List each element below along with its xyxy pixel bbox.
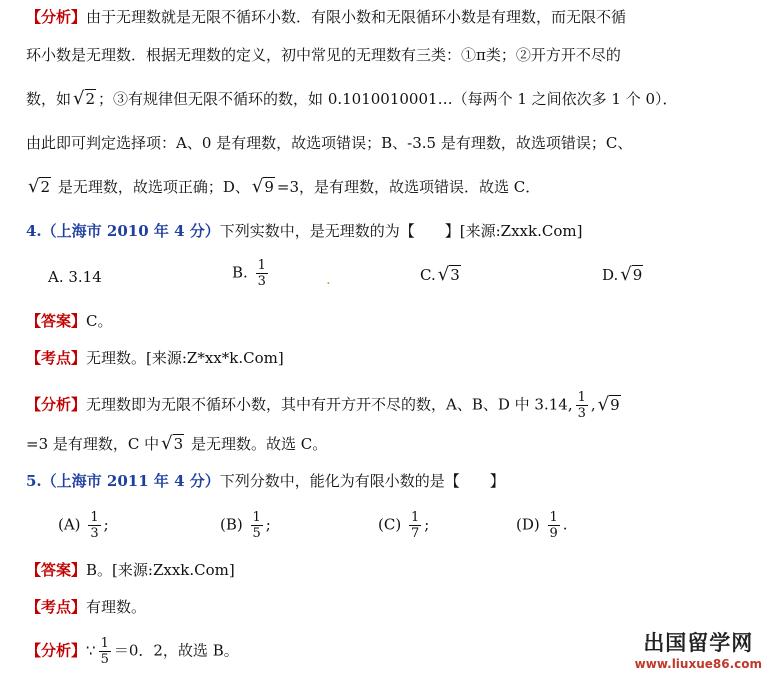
analysis-tag: 【分析】 bbox=[26, 8, 87, 26]
q4-answer bbox=[26, 310, 113, 332]
sqrt-expression bbox=[161, 433, 184, 455]
analysis-text: 无理数即为无限不循环小数，其中有开方开不尽的数，A、B、D 中 3.14, bbox=[86, 395, 573, 414]
question-5-heading bbox=[26, 470, 505, 492]
sqrt-expression bbox=[252, 176, 275, 198]
option-label: C. bbox=[420, 266, 436, 284]
analysis-text: 是无理数。故选 C。 bbox=[190, 435, 328, 453]
q4-analysis-line-2 bbox=[26, 433, 327, 455]
question-text: 下列实数中，是无理数的为【 】[来源:Zxxk.Com] bbox=[219, 222, 583, 240]
sqrt-argument: 3 bbox=[450, 266, 460, 284]
watermark-url: www.liuxue86.com bbox=[634, 657, 762, 671]
option-label: (A) bbox=[58, 515, 81, 534]
sqrt-argument: 9 bbox=[610, 395, 620, 414]
denominator: 3 bbox=[577, 406, 586, 421]
option-label: B. bbox=[232, 263, 248, 282]
fraction bbox=[548, 510, 560, 541]
sqrt-expression bbox=[438, 264, 461, 285]
watermark-title: 出国留学网 bbox=[643, 631, 754, 655]
option-label: D. bbox=[602, 266, 619, 284]
fraction bbox=[99, 636, 111, 667]
analysis-text: 数，如 bbox=[26, 90, 72, 108]
question-number: 5.（上海市 2011 年 4 分） bbox=[26, 472, 220, 490]
q4-option-a bbox=[48, 268, 102, 286]
sqrt-expression bbox=[28, 176, 51, 198]
option-label: (C) bbox=[378, 515, 402, 534]
q4-analysis-line-1 bbox=[26, 390, 623, 421]
option-label: A. 3.14 bbox=[48, 268, 102, 286]
sqrt-expression bbox=[620, 264, 643, 285]
answer-tag: 【答案】 bbox=[26, 312, 87, 330]
q4-option-b bbox=[232, 258, 271, 289]
analysis-line-3 bbox=[26, 88, 678, 110]
analysis-line-4 bbox=[26, 132, 632, 154]
analysis-text: 由于无理数就是无限不循环小数．有限小数和无限循环小数是有理数，而无限不循 bbox=[86, 8, 627, 26]
question-text: 下列分数中，能化为有限小数的是【 】 bbox=[219, 472, 505, 490]
radical-sign-icon: √ bbox=[597, 393, 610, 415]
analysis-line-5 bbox=[26, 176, 540, 198]
radical-sign-icon: √ bbox=[161, 433, 173, 454]
q5-option-d bbox=[516, 510, 568, 541]
analysis-text: =3 是有理数，C 中 bbox=[26, 435, 160, 453]
sqrt-argument: 3 bbox=[173, 435, 184, 453]
denominator: 5 bbox=[100, 652, 109, 667]
answer-tag: 【答案】 bbox=[26, 561, 87, 579]
q4-option-c bbox=[420, 264, 463, 285]
radical-sign-icon: √ bbox=[437, 264, 450, 285]
stray-dot: . bbox=[326, 270, 331, 288]
q5-option-a bbox=[58, 510, 109, 541]
analysis-text: 是无理数，故选项正确；D、 bbox=[57, 178, 250, 196]
analysis-line-1 bbox=[26, 6, 626, 28]
answer-text: B。[来源:Zxxk.Com] bbox=[86, 561, 235, 579]
q5-point bbox=[26, 596, 146, 618]
separator: ; bbox=[265, 515, 271, 534]
fraction bbox=[88, 510, 100, 541]
radical-sign-icon: √ bbox=[28, 176, 40, 197]
sqrt-argument: 2 bbox=[85, 90, 96, 108]
analysis-line-2 bbox=[26, 44, 621, 66]
analysis-text: 由此即可判定选择项：A、0 是有理数，故选项错误；B、-3.5 是有理数，故选项错误；C、 bbox=[26, 134, 633, 152]
q5-option-c bbox=[378, 510, 429, 541]
option-label: (B) bbox=[220, 515, 243, 534]
fraction bbox=[409, 510, 421, 541]
radical-sign-icon: √ bbox=[73, 88, 85, 109]
question-number: 4.（上海市 2010 年 4 分） bbox=[26, 222, 220, 240]
q5-option-b bbox=[220, 510, 271, 541]
analysis-text: 环小数是无理数．根据无理数的定义，初中常见的无理数有三类：①π类；②开方开不尽的 bbox=[26, 46, 621, 64]
radical-sign-icon: √ bbox=[251, 176, 264, 197]
separator: ; bbox=[103, 515, 109, 534]
point-text: 无理数。[来源:Z*xx*k.Com] bbox=[86, 349, 284, 367]
numerator: 1 bbox=[252, 510, 261, 525]
because-symbol: ∵ bbox=[86, 641, 96, 660]
q4-point bbox=[26, 347, 284, 369]
option-label: (D) bbox=[516, 515, 540, 534]
analysis-text: =3，是有理数，故选项错误．故选 C． bbox=[276, 178, 541, 196]
point-text: 有理数。 bbox=[86, 598, 147, 616]
fraction bbox=[251, 510, 263, 541]
analysis-text: ＝0．2，故选 B。 bbox=[113, 641, 239, 660]
numerator: 1 bbox=[100, 636, 109, 651]
sqrt-argument: 2 bbox=[40, 178, 51, 196]
denominator: 5 bbox=[252, 526, 261, 541]
sqrt-argument: 9 bbox=[264, 178, 274, 196]
answer-text: C。 bbox=[86, 312, 113, 330]
analysis-tag: 【分析】 bbox=[26, 641, 87, 660]
point-tag: 【考点】 bbox=[26, 598, 87, 616]
q5-analysis bbox=[26, 636, 239, 667]
denominator: 7 bbox=[410, 526, 420, 541]
denominator: 9 bbox=[549, 526, 558, 541]
numerator: 1 bbox=[257, 258, 266, 273]
separator: . bbox=[562, 515, 568, 534]
analysis-tag: 【分析】 bbox=[26, 395, 87, 414]
q5-answer bbox=[26, 559, 235, 581]
separator: , bbox=[590, 395, 596, 414]
numerator: 1 bbox=[549, 510, 558, 525]
separator: ; bbox=[424, 515, 430, 534]
numerator: 1 bbox=[410, 510, 420, 525]
fraction bbox=[576, 390, 588, 421]
sqrt-expression bbox=[598, 394, 621, 416]
question-4-heading bbox=[26, 220, 582, 242]
numerator: 1 bbox=[577, 390, 586, 405]
fraction bbox=[256, 258, 268, 289]
point-tag: 【考点】 bbox=[26, 349, 87, 367]
numerator: 1 bbox=[90, 510, 99, 525]
radical-sign-icon: √ bbox=[620, 264, 632, 285]
sqrt-argument: 9 bbox=[632, 266, 643, 284]
sqrt-expression bbox=[73, 88, 96, 110]
site-watermark-logo bbox=[635, 627, 762, 671]
denominator: 3 bbox=[90, 526, 99, 541]
q4-option-d bbox=[602, 264, 645, 285]
analysis-text: ；③有规律但无限不循环的数，如 0.1010010001…（每两个 1 之间依次多 1 个 0）． bbox=[98, 90, 678, 108]
denominator: 3 bbox=[257, 274, 266, 289]
